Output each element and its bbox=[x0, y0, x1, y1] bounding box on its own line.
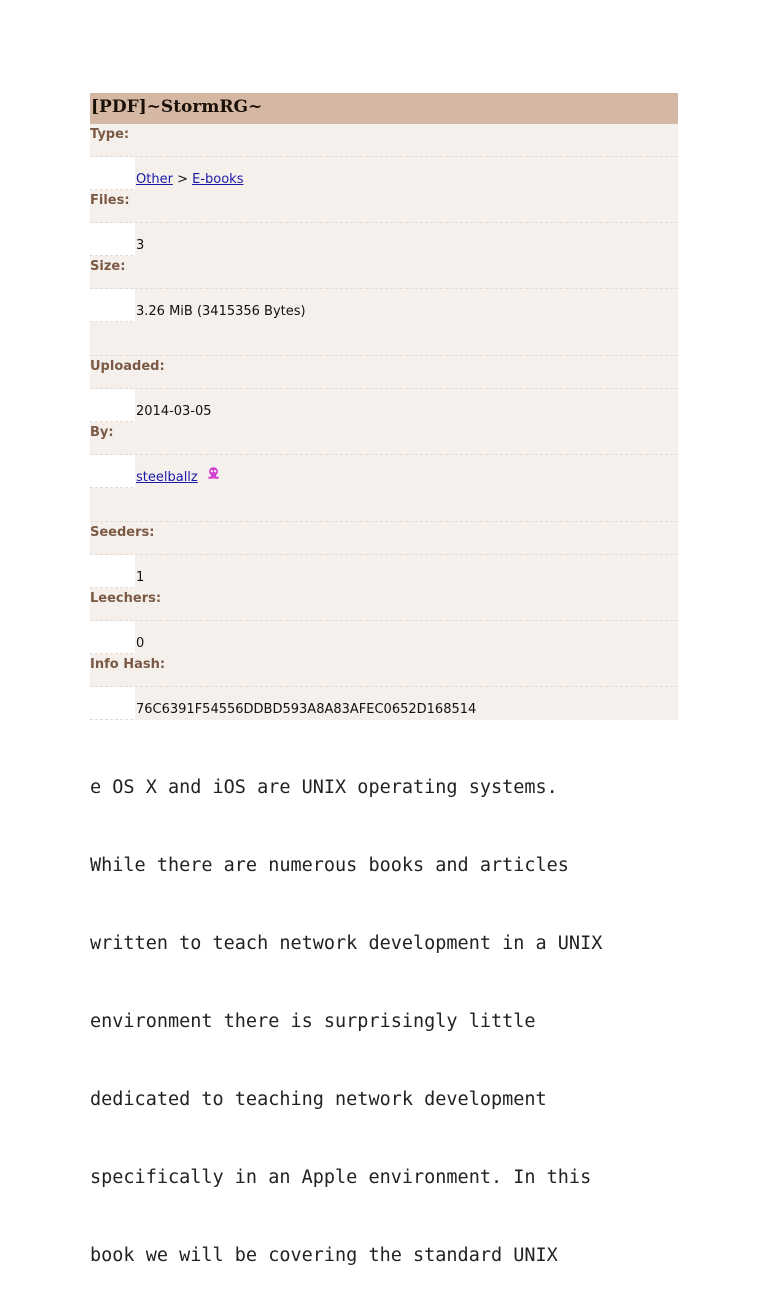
files-label: Files: bbox=[90, 190, 678, 223]
leechers-row bbox=[90, 621, 678, 654]
torrent-details bbox=[90, 93, 678, 720]
size-label: Size: bbox=[90, 256, 678, 289]
description-text bbox=[90, 723, 690, 1295]
description-line: written to teach network development in a UNIX bbox=[90, 933, 603, 954]
seeders-value: 1 bbox=[135, 555, 678, 588]
description-line: specifically in an Apple environment. In this bbox=[90, 1167, 592, 1188]
by-value bbox=[135, 455, 678, 488]
spacer-row bbox=[90, 488, 678, 522]
size-row bbox=[90, 289, 678, 322]
category-separator: > bbox=[177, 172, 188, 187]
spacer-row bbox=[90, 322, 678, 356]
description-line: book we will be covering the standard UNIX bbox=[90, 1245, 558, 1266]
size-value: 3.26 MiB (3415356 Bytes) bbox=[135, 289, 678, 322]
description-line: While there are numerous books and articles bbox=[90, 855, 569, 876]
by-label: By: bbox=[90, 422, 678, 455]
type-value bbox=[135, 157, 678, 190]
uploaded-row bbox=[90, 389, 678, 422]
uploader-link[interactable]: steelballz bbox=[136, 470, 198, 485]
files-value: 3 bbox=[135, 223, 678, 256]
torrent-title: [PDF]~StormRG~ bbox=[90, 93, 678, 124]
description-line: dedicated to teaching network development bbox=[90, 1089, 547, 1110]
description-line: e OS X and iOS are UNIX operating systems. bbox=[90, 777, 558, 798]
category-link-other[interactable]: Other bbox=[136, 172, 173, 187]
uploaded-value: 2014-03-05 bbox=[135, 389, 678, 422]
type-row bbox=[90, 157, 678, 190]
hash-label: Info Hash: bbox=[90, 654, 678, 687]
by-row bbox=[90, 455, 678, 488]
files-row bbox=[90, 223, 678, 256]
seeders-row bbox=[90, 555, 678, 588]
hash-value: 76C6391F54556DDBD593A8A83AFEC0652D168514 bbox=[135, 687, 678, 720]
seeders-label: Seeders: bbox=[90, 522, 678, 555]
leechers-label: Leechers: bbox=[90, 588, 678, 621]
uploaded-label: Uploaded: bbox=[90, 356, 678, 389]
category-link-ebooks[interactable]: E-books bbox=[192, 172, 244, 187]
leechers-value: 0 bbox=[135, 621, 678, 654]
type-label: Type: bbox=[90, 124, 678, 157]
hash-row bbox=[90, 687, 678, 720]
description-line: environment there is surprisingly little bbox=[90, 1011, 536, 1032]
